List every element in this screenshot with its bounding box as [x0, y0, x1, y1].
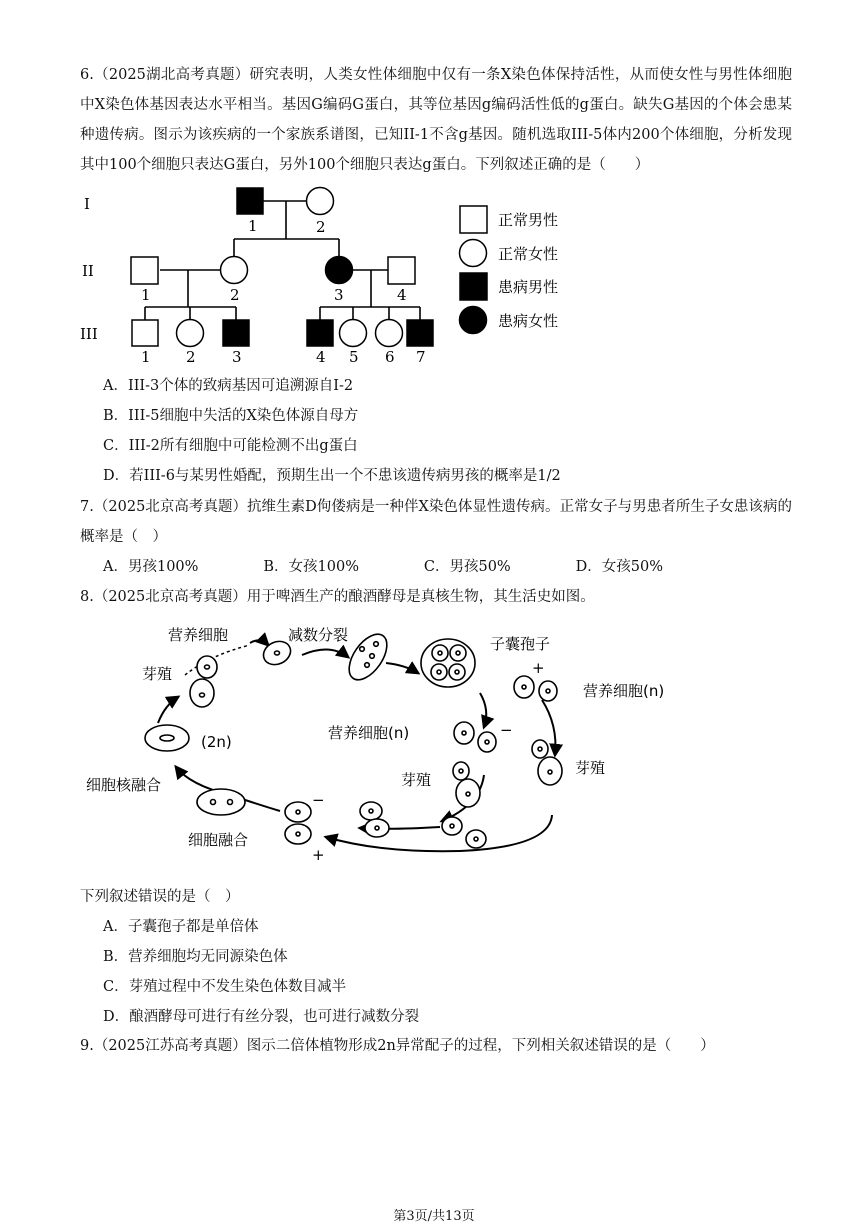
pedigree-I-2-normal-female	[307, 188, 334, 215]
arrow	[250, 640, 268, 645]
q8-option-a[interactable]: A．子囊孢子都是单倍体	[103, 919, 259, 935]
generation-label-II: II	[82, 262, 94, 280]
budding-cell-left	[190, 656, 217, 707]
pedigree-III-5-normal-female	[340, 320, 367, 347]
pedigree-III-2-normal-female	[177, 320, 204, 347]
pedigree-number: 4	[316, 348, 326, 366]
pedigree-number: 7	[416, 348, 426, 366]
q6-option-d[interactable]: D．若III-6与某男性婚配，预期生出一个不患该遗传病男孩的概率是1/2	[103, 468, 561, 484]
pedigree-III-4-affected-male	[307, 320, 333, 346]
question-8-sub-stem: 下列叙述错误的是（ ）	[80, 889, 240, 905]
pedigree-number: 2	[316, 218, 326, 236]
meiosis-cell	[342, 628, 395, 687]
label-plus: +	[312, 846, 325, 864]
q7-option-b[interactable]: B．女孩100%	[263, 559, 359, 575]
pedigree-chart	[70, 182, 590, 372]
yeast-life-cycle-diagram	[80, 615, 680, 870]
arrow	[158, 697, 178, 723]
label-vegetative-cell-n-mid: 营养细胞(n)	[328, 724, 410, 742]
pedigree-number: 4	[397, 286, 407, 304]
arrow	[480, 693, 486, 727]
ascus-cell	[421, 639, 475, 687]
label-vegetative-cell-top: 营养细胞	[168, 626, 229, 644]
pedigree-number: 2	[230, 286, 240, 304]
pedigree-III-1-normal-male	[132, 320, 158, 346]
pedigree-number: 1	[141, 348, 151, 366]
legend-affected-female-label: 患病女性	[498, 312, 559, 330]
q7-option-d[interactable]: D．女孩50%	[575, 559, 663, 575]
question-7-stem: 7.（2025北京高考真题）抗维生素D佝偻病是一种伴X染色体显性遗传病。正常女子与男患者所生子女患该病的概率是（ ）	[80, 499, 792, 545]
question-6-stem: 6.（2025湖北高考真题）研究表明，人类女性体细胞中仅有一条X染色体保持活性，从而使女性与男性体细胞中X染色体基因表达水平相当。基因G编码G蛋白，其等位基因g编码活性低的g蛋白。缺失G基因的个体会患某种遗传病。图示为该疾病的一个家族系谱图，已知II-1不含g基因。随机选取III-5体内200个体细胞，分析发现其中100个细胞只表达G蛋白，另外100个细胞只表达g蛋白。下列叙述正确的是（ ）	[80, 67, 792, 173]
q6-option-c[interactable]: C．III-2所有细胞中可能检测不出g蛋白	[103, 438, 358, 454]
label-plus: +	[532, 659, 545, 677]
nuclear-fusion-cell	[197, 789, 245, 815]
budding-cell-right	[532, 740, 562, 785]
page-footer: 第3页/共13页	[393, 1209, 475, 1224]
legend-affected-male-symbol	[460, 273, 487, 300]
arrow	[326, 815, 552, 851]
diploid-cell	[145, 725, 189, 751]
generation-label-I: I	[84, 195, 90, 213]
label-ascospore: 子囊孢子	[490, 635, 551, 653]
q6-option-b[interactable]: B．III-5细胞中失活的X染色体源自母方	[103, 408, 359, 424]
pedigree-II-3-affected-female	[326, 257, 353, 284]
q8-option-b[interactable]: B．营养细胞均无同源染色体	[103, 949, 288, 965]
pedigree-number: 1	[248, 217, 258, 235]
label-meiosis: 减数分裂	[288, 626, 349, 644]
question-9-stem: 9.（2025江苏高考真题）图示二倍体植物形成2n异常配子的过程，下列相关叙述错误的是（ ）	[80, 1038, 715, 1054]
label-budding-left: 芽殖	[142, 665, 173, 683]
question-8-stem: 8.（2025北京高考真题）用于啤酒生产的酿酒酵母是真核生物，其生活史如图。	[80, 589, 595, 605]
arrow	[302, 649, 348, 657]
released-spores	[514, 676, 557, 701]
pedigree-III-6-normal-female	[376, 320, 403, 347]
label-minus: −	[312, 791, 325, 809]
q8-option-c[interactable]: C．芽殖过程中不发生染色体数目减半	[103, 979, 347, 995]
pedigree-III-7-affected-male	[407, 320, 433, 346]
legend-normal-male-label: 正常男性	[498, 211, 559, 229]
pedigree-number: 6	[385, 348, 395, 366]
label-cell-fusion: 细胞融合	[188, 831, 249, 849]
legend-normal-male-symbol	[460, 206, 487, 233]
generation-label-III: III	[80, 325, 98, 343]
q7-option-c[interactable]: C．男孩50%	[423, 559, 511, 575]
q8-option-d[interactable]: D．酿酒酵母可进行有丝分裂，也可进行减数分裂	[103, 1009, 420, 1025]
label-diploid: (2n)	[201, 733, 232, 751]
legend-normal-female-label: 正常女性	[498, 245, 559, 263]
pedigree-number: 1	[141, 286, 151, 304]
label-budding-right: 芽殖	[575, 759, 606, 777]
pedigree-II-1-normal-male	[131, 257, 158, 284]
pedigree-III-3-affected-male	[223, 320, 249, 346]
label-minus: −	[500, 721, 513, 739]
pedigree-number: 2	[186, 348, 196, 366]
pedigree-number: 3	[232, 348, 242, 366]
legend-affected-male-label: 患病男性	[498, 278, 559, 296]
cell-fusion-pair	[285, 802, 311, 844]
budding-cell-mid	[453, 762, 480, 807]
legend-normal-female-symbol	[460, 240, 487, 267]
label-vegetative-cell-n-right: 营养细胞(n)	[583, 682, 665, 700]
legend-affected-female-symbol	[460, 307, 487, 334]
haploid-cells-bottom	[442, 817, 486, 848]
fusing-cells	[360, 802, 389, 837]
pedigree-II-4-normal-male	[388, 257, 415, 284]
q7-options	[103, 555, 663, 576]
arrow	[386, 663, 418, 673]
pedigree-II-2-normal-female	[221, 257, 248, 284]
label-nuclear-fusion: 细胞核融合	[86, 776, 162, 794]
label-budding-mid: 芽殖	[401, 771, 432, 789]
q7-option-a[interactable]: A．男孩100%	[103, 559, 199, 575]
q6-option-a[interactable]: A．III-3个体的致病基因可追溯源自I-2	[103, 378, 354, 394]
pedigree-number: 3	[334, 286, 344, 304]
pedigree-number: 5	[349, 348, 359, 366]
vegetative-cell-mid	[454, 722, 496, 752]
pedigree-I-1-affected-male	[237, 188, 263, 214]
